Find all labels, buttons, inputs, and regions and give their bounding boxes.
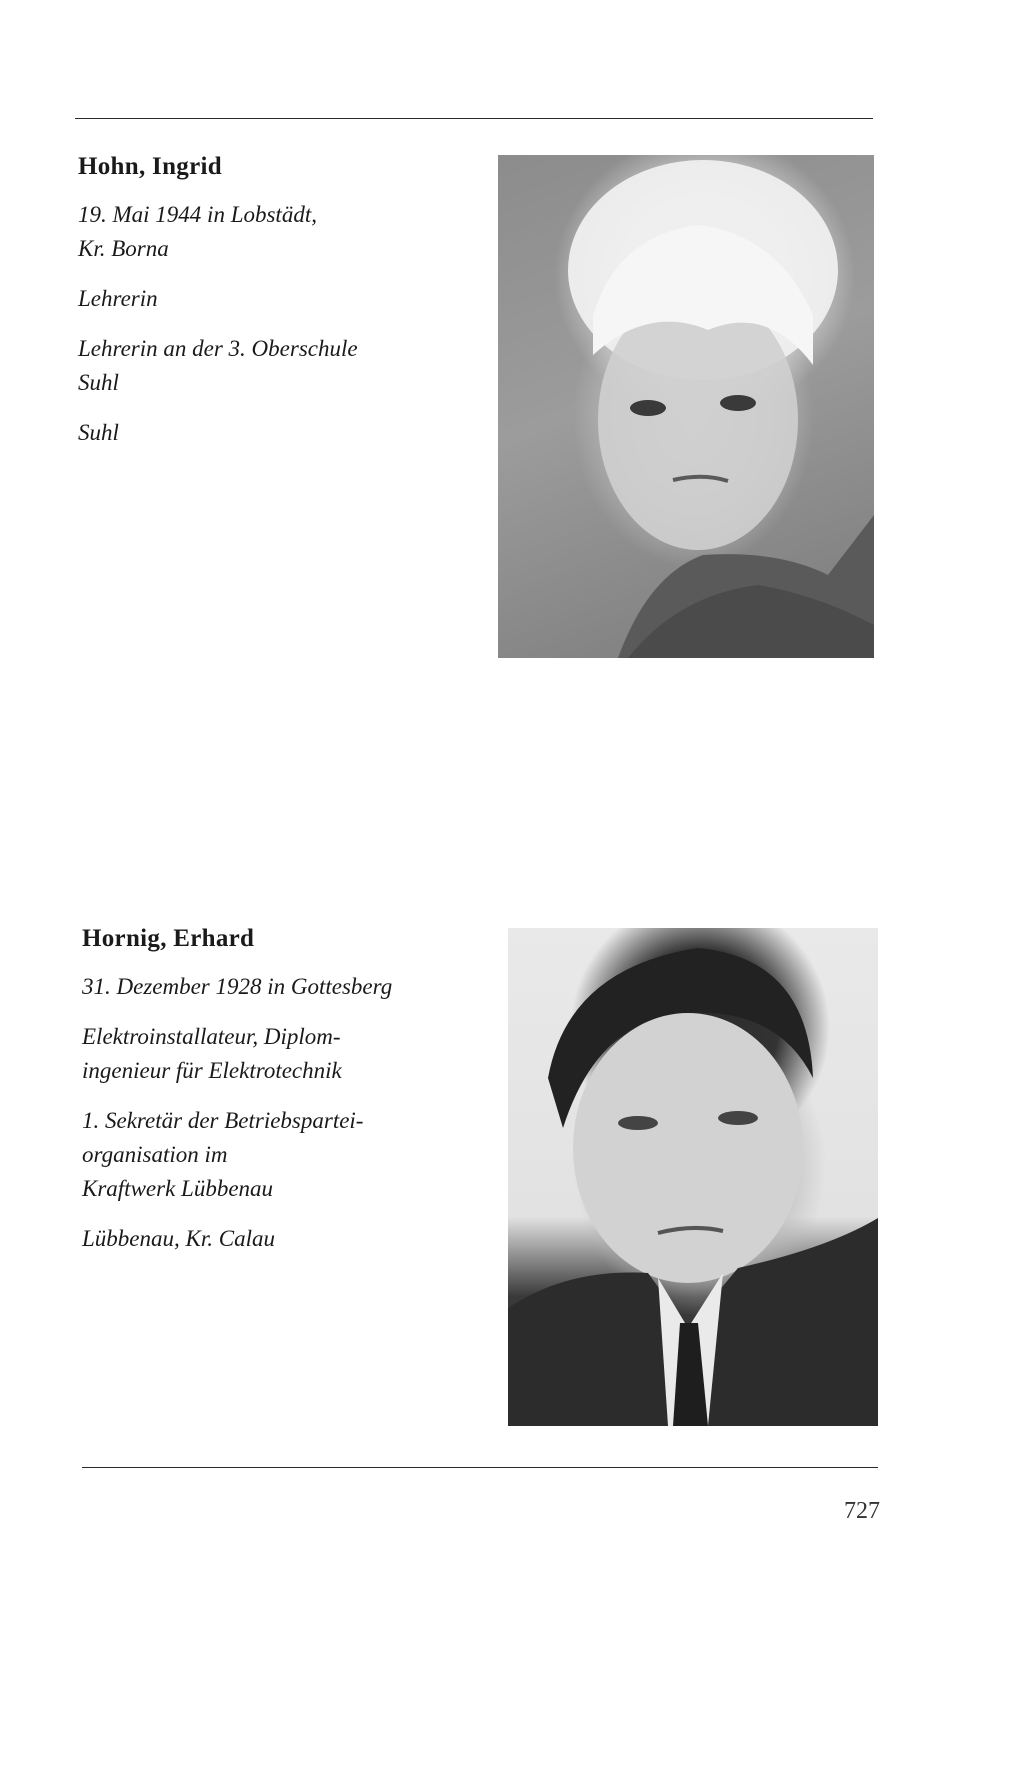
entry-name: Hornig, Erhard <box>82 925 255 952</box>
portrait-illustration <box>508 928 878 1426</box>
entry-residence: Lübbenau, Kr. Calau <box>82 1226 275 1251</box>
entry-birth: 19. Mai 1944 in Lobstädt, Kr. Borna <box>78 202 317 261</box>
entry-name: Hohn, Ingrid <box>78 153 222 180</box>
entry-hornig-erhard <box>82 922 512 1272</box>
page-number: 727 <box>844 1498 880 1524</box>
entry-position: 1. Sekretär der Betriebspartei- organisation im Kraftwerk Lübbenau <box>82 1108 364 1201</box>
entry-profession: Lehrerin <box>78 286 158 311</box>
entry-birth: 31. Dezember 1928 in Gottesberg <box>82 974 393 999</box>
bottom-rule <box>82 1467 878 1468</box>
portrait-photo-hohn <box>498 155 874 658</box>
entry-profession: Elektroinstallateur, Diplom- ingenieur für Elektrotechnik <box>82 1024 342 1083</box>
portrait-photo-hornig <box>508 928 878 1426</box>
entry-hohn-ingrid <box>78 150 498 466</box>
entry-residence: Suhl <box>78 420 119 445</box>
portrait-illustration <box>498 155 874 658</box>
top-rule <box>75 118 873 119</box>
entry-position: Lehrerin an der 3. Oberschule Suhl <box>78 336 358 395</box>
